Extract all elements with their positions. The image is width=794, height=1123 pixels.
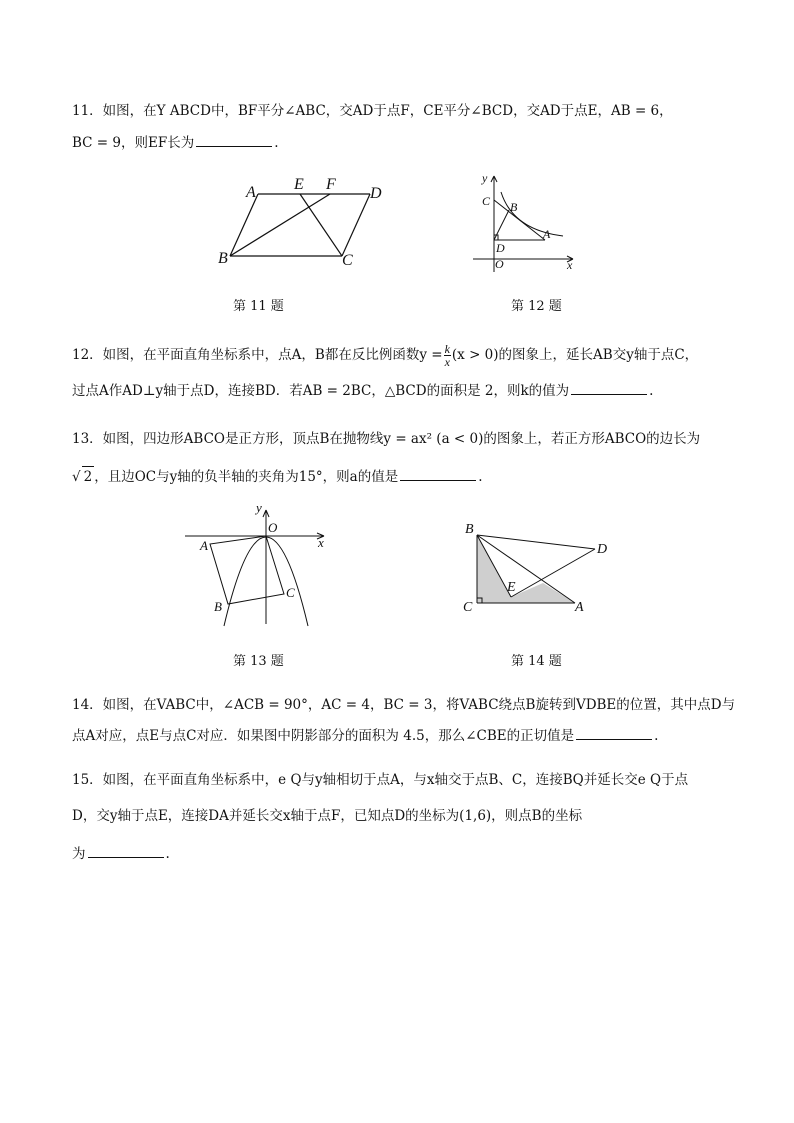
q11-line2-text: BC = 9，则EF长为 xyxy=(72,135,195,151)
q12-line2-text: 过点A作AD⊥y轴于点D，连接BD．若AB = 2BC，△BCD的面积是 2，则k的值为 xyxy=(72,383,570,399)
fig13-label-o: O xyxy=(268,520,278,535)
fig14-label-c: C xyxy=(463,600,473,615)
fig11-label-e: E xyxy=(294,176,304,193)
fig13-label-y: y xyxy=(256,500,262,515)
q14-line1: 14．如图，在VABC中，∠ACB = 90°，AC = 4，BC = 3，将VABC绕点B旋转到VDBE的位置，其中点D与 xyxy=(72,697,736,713)
fig13-label-c: C xyxy=(286,585,295,600)
fig14-label-b: B xyxy=(465,522,474,537)
fig12-label-x: x xyxy=(567,258,573,272)
q15-line3-end: . xyxy=(165,846,170,862)
q14-line2-end: . xyxy=(654,728,659,744)
q12-line1-text-a: 12．如图，在平面直角坐标系中，点A，B都在反比例函数y = xyxy=(72,347,443,363)
fig11-bisector-ce xyxy=(300,194,342,256)
fig13-label-b: B xyxy=(214,599,222,614)
q15-line1: 15．如图，在平面直角坐标系中，e Q与y轴相切于点A，与x轴交于点B、C，连接BQ并延长交e Q于点 xyxy=(72,772,689,788)
q15-line3-text: 为 xyxy=(72,846,86,862)
fig11-label-a: A xyxy=(246,184,256,201)
fig12-caption: 第 12 题 xyxy=(511,299,562,314)
q12-answer-blank xyxy=(571,380,647,395)
fig11-label-f: F xyxy=(326,176,336,193)
q14-line2-text: 点A对应，点E与点C对应．如果图中阴影部分的面积为 4.5，那么∠CBE的正切值是 xyxy=(72,728,575,744)
q14-answer-blank xyxy=(576,725,652,740)
figure-14 xyxy=(455,515,625,625)
fig11-caption: 第 11 题 xyxy=(233,299,284,314)
q12-line1-text-b: (x > 0)的图象上，延长AB交y轴于点C， xyxy=(451,347,699,363)
fig13-label-x: x xyxy=(318,535,324,550)
fig11-label-b: B xyxy=(218,250,228,267)
fig12-label-d: D xyxy=(496,241,505,255)
fig13-square-abco xyxy=(210,536,284,604)
fig14-label-a: A xyxy=(575,600,584,615)
q13-sqrt-value: 2 xyxy=(82,466,95,487)
figure-11 xyxy=(210,172,400,272)
q12-line2-end: . xyxy=(649,383,654,399)
figure-13 xyxy=(180,500,340,630)
fig12-label-c: C xyxy=(482,194,491,208)
fig13-label-a: A xyxy=(200,538,208,553)
figure-12 xyxy=(465,170,585,275)
q11-answer-blank xyxy=(196,132,272,147)
fig12-label-a: A xyxy=(543,227,551,241)
q13-line2-end: . xyxy=(478,469,483,485)
q12-line1 xyxy=(72,343,698,368)
q12-line2 xyxy=(72,380,653,401)
fig13-caption: 第 13 题 xyxy=(233,654,284,669)
q12-fraction xyxy=(444,343,451,368)
q13-line2-text: ，且边OC与y轴的负半轴的夹角为15°，则a的值是 xyxy=(94,469,399,485)
q13-line1: 13．如图，四边形ABCO是正方形，顶点B在抛物线y = ax² (a < 0)的图象上，若正方形ABCO的边长为 xyxy=(72,431,701,447)
fig14-caption: 第 14 题 xyxy=(511,654,562,669)
q13-sqrt-sign: √ xyxy=(72,469,81,485)
q15-line2: D，交y轴于点E，连接DA并延长交x轴于点F，已知点D的坐标为(1,6)，则点B的坐标 xyxy=(72,808,583,824)
fig12-label-b: B xyxy=(510,200,518,214)
q15-answer-blank xyxy=(88,843,164,858)
fig12-line-ab xyxy=(494,200,545,240)
fig11-edge-dc xyxy=(342,194,370,256)
q13-line2 xyxy=(72,466,483,487)
fig14-label-e: E xyxy=(507,580,516,595)
q11-line2-end: . xyxy=(274,135,279,151)
q12-fraction-numerator: k xyxy=(444,342,450,356)
fig11-bisector-bf xyxy=(230,194,330,256)
q13-answer-blank xyxy=(400,466,476,481)
fig11-label-c: C xyxy=(342,252,353,269)
q11-line2 xyxy=(72,132,279,153)
fig11-label-d: D xyxy=(370,185,382,202)
q14-line2 xyxy=(72,725,658,746)
fig14-label-d: D xyxy=(597,542,608,557)
q12-fraction-denominator: x xyxy=(444,355,450,369)
q11-line1: 11．如图，在Y ABCD中，BF平分∠ABC，交AD于点F，CE平分∠BCD，交AD于点E，AB = 6， xyxy=(72,103,673,119)
q15-line3 xyxy=(72,843,170,864)
fig12-label-y: y xyxy=(482,171,488,185)
fig12-label-o: O xyxy=(495,257,504,271)
